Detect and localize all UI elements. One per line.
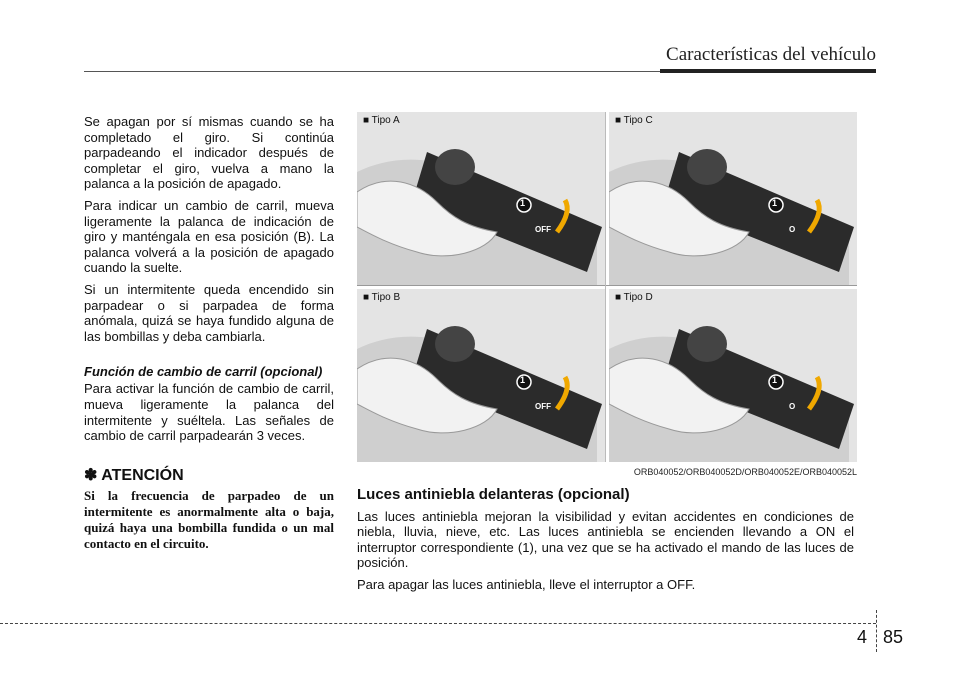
paragraph-fog-lights: Las luces antiniebla mejoran la visibilidad y evitan accidentes en condiciones de niebla, lluvia, nieve, etc. Las luces antiniebla se encienden llevando a ON el interruptor correspondiente (1), una vez que se ha activado el mando de las luces de posición. [357,508,854,571]
switch-position-label: OFF [535,225,551,234]
stalk-illustration [609,289,857,462]
switch-position-label: OFF [535,402,551,411]
panel-label: ■ Tipo C [615,115,653,126]
panel-tipo-d [609,289,857,462]
subheading-lane-change: Función de cambio de carril (opcional) [84,364,323,380]
section-heading: Luces antiniebla delanteras (opcional) [357,486,630,503]
paragraph-lane-change: Para indicar un cambio de carril, mueva ligeramente la palanca de indicación de giro y manténgala en esa posición (B). La palanca volverá a la posición de apagado cuando la suelte. [84,197,334,276]
paragraph-lane-change-function: Para activar la función de cambio de carril, mueva ligeramente la palanca del intermitente y suéltela. Las señales de cambio de carril parpadearán 3 veces. [84,381,334,444]
paragraph-turn-off: Se apagan por sí mismas cuando se ha completado el giro. Si continúa parpadeando el indicador después de completar el giro, vuelva a mano la palanca a la posición de apagado. [84,114,334,192]
panel-label: ■ Tipo B [363,292,401,303]
attention-heading: ✽ ATENCIÓN [84,466,184,484]
switch-position-label: O [789,225,796,234]
footer-separator [876,610,877,652]
right-column [357,487,854,599]
page-header-title: Características del vehículo [666,44,876,65]
panel-label: ■ Tipo D [615,292,653,303]
footer-rule [0,623,876,624]
left-column [84,114,334,552]
figure-divider [605,112,606,462]
figure-caption: ORB040052/ORB040052D/ORB040052E/ORB040052L [633,467,857,477]
page-number: 85 [883,627,904,647]
stalk-illustration [357,112,605,285]
figure-divider [357,285,857,286]
panel-tipo-b [357,289,605,462]
chapter-number: 4 [857,627,868,647]
panel-tipo-c [609,112,857,285]
attention-text: Si la frecuencia de parpadeo de un intermitente es anormalmente alta o baja, quizá haya una bombilla fundida o un mal contacto en el circuito. [84,488,334,552]
fog-switch-number: 1 [772,198,778,208]
stalk-illustration [357,289,605,462]
fog-switch-number: 1 [520,198,526,208]
stalk-illustration [609,112,857,285]
paragraph-bulb: Si un intermitente queda encendido sin parpadear o si parpadea de forma anómala, quizá se haya fundido alguna de las bombillas y deba cambiarla. [84,281,334,344]
fog-switch-number: 1 [772,375,778,385]
panel-tipo-a [357,112,605,285]
switch-position-label: O [789,402,796,411]
panel-label: ■ Tipo A [363,115,400,126]
paragraph-fog-lights-off: Para apagar las luces antiniebla, lleve el interruptor a OFF. [357,576,696,592]
fog-light-figure [357,112,857,477]
fog-switch-number: 1 [520,375,526,385]
header-rule-accent [660,69,876,73]
